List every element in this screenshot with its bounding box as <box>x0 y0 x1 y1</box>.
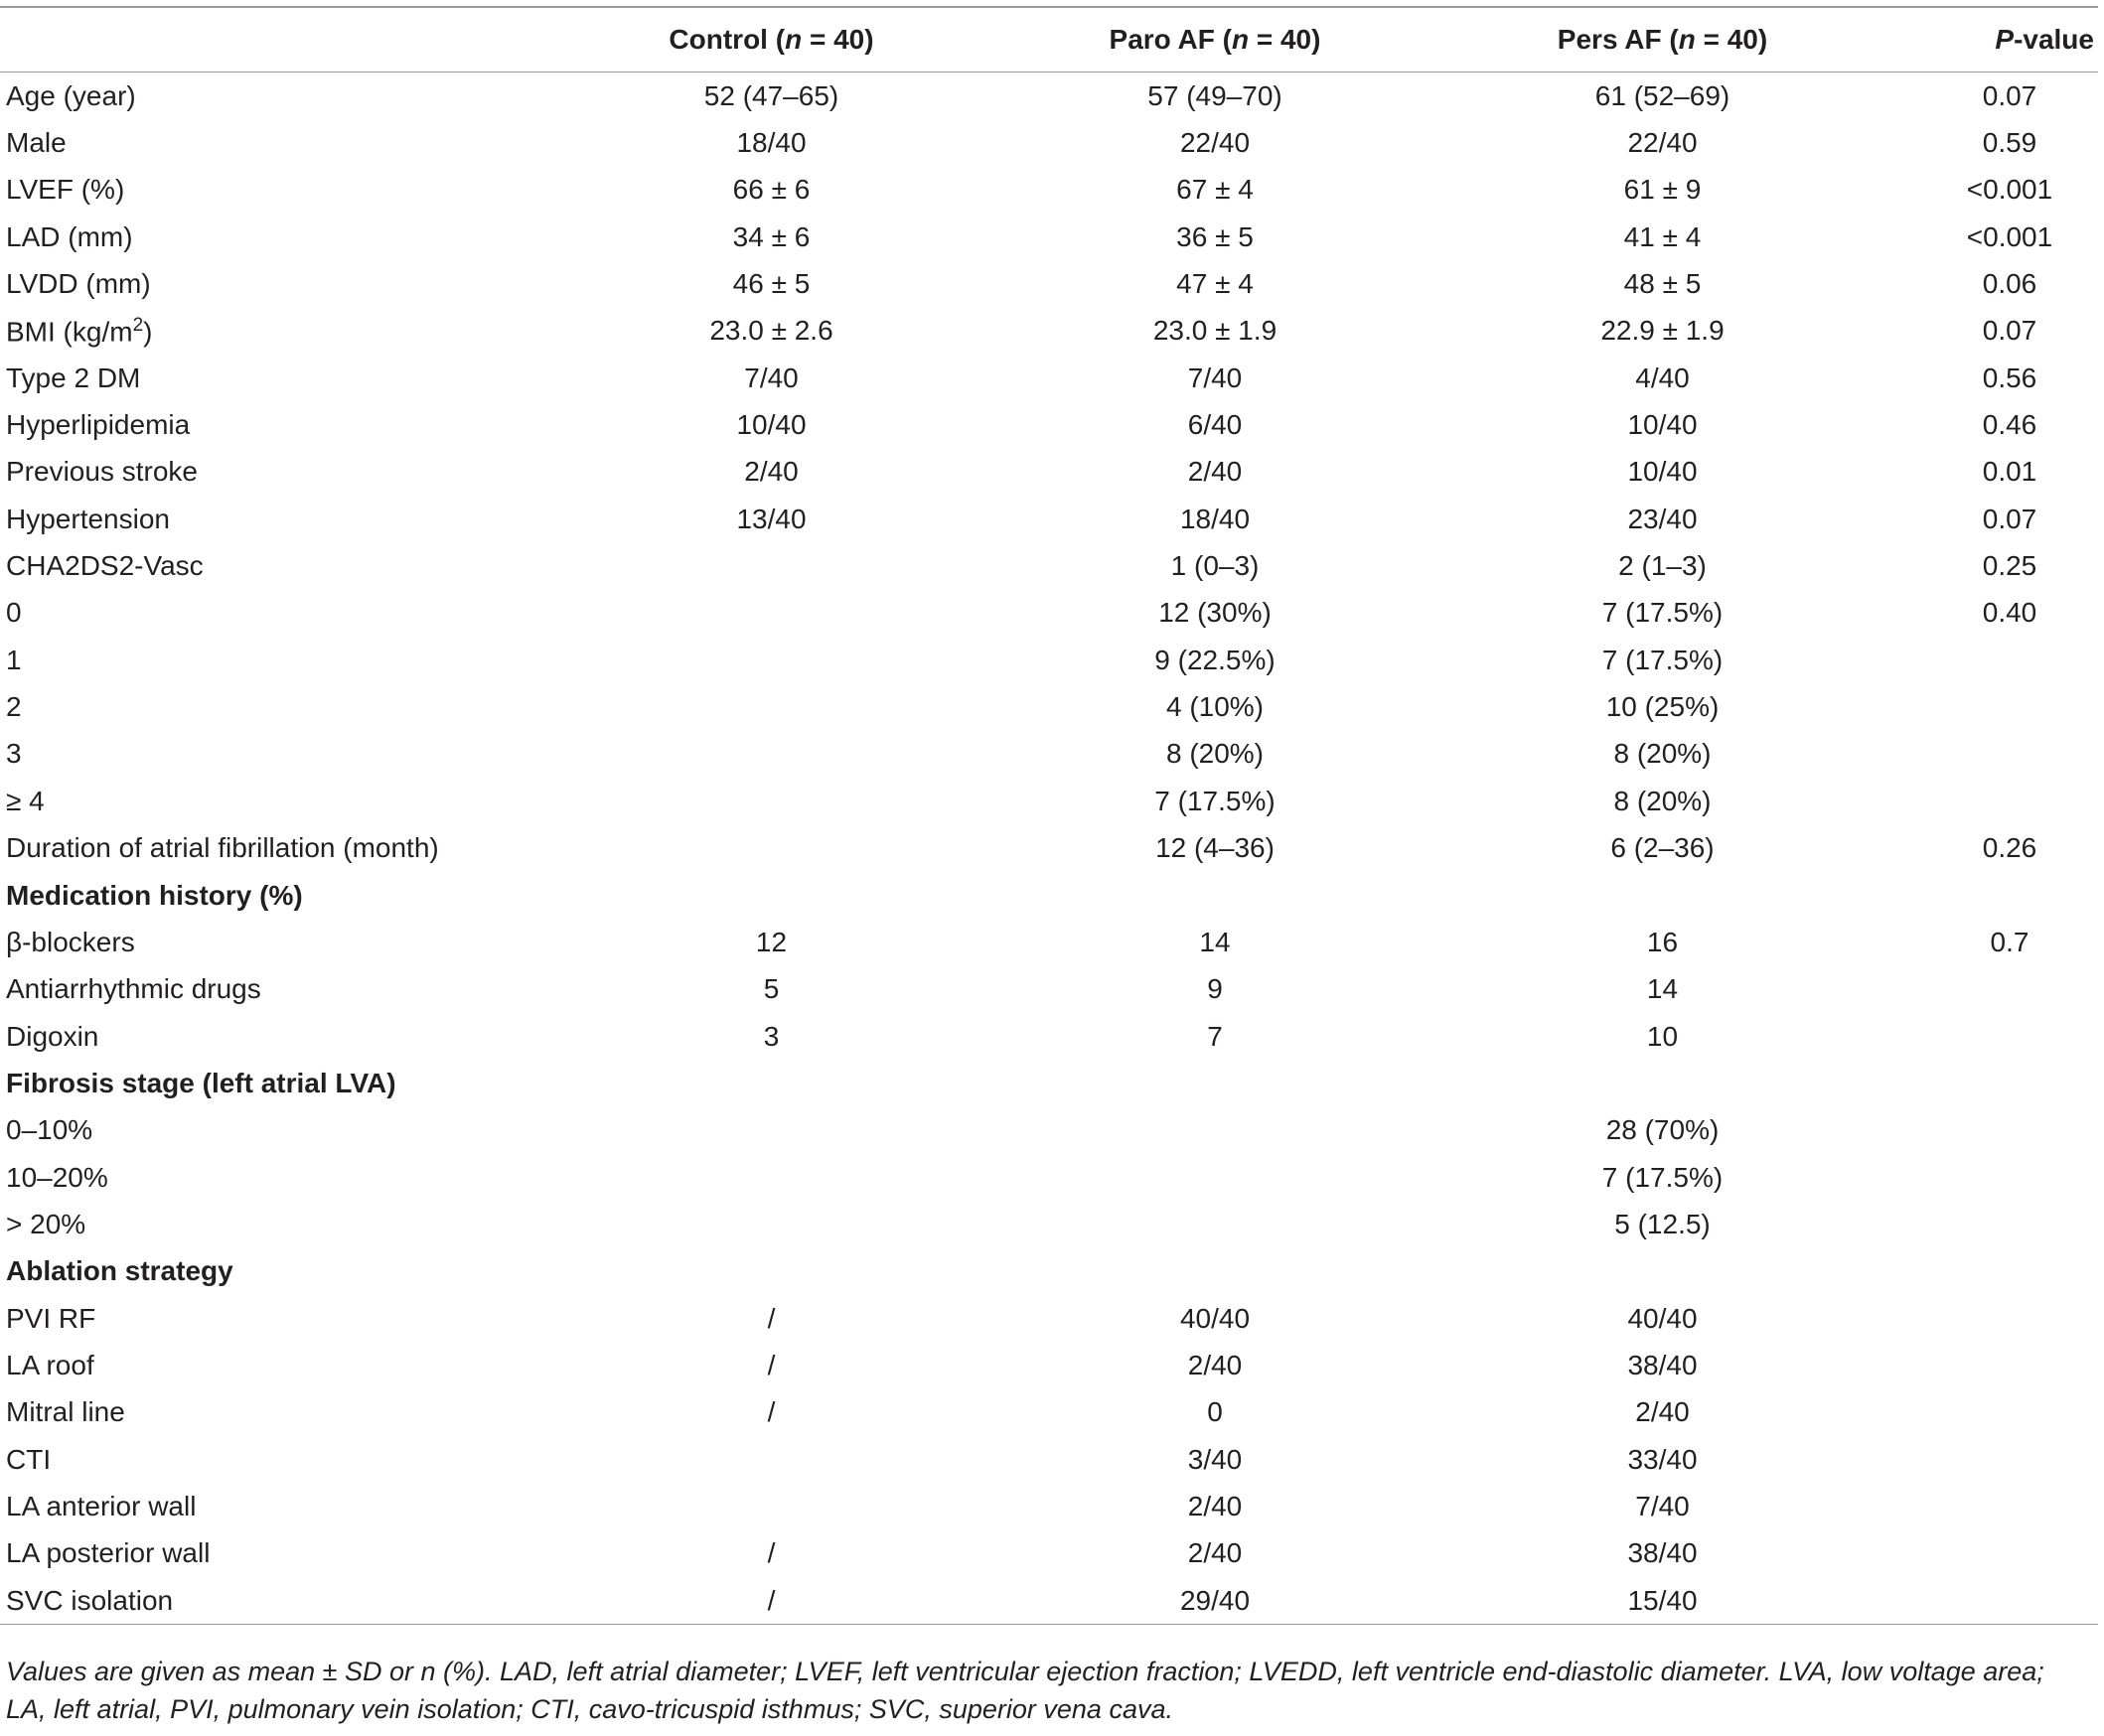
cell-pers-af: 8 (20%) <box>1613 738 1712 770</box>
cell-pers-af: 22.9 ± 1.9 <box>1600 315 1725 347</box>
cell-control <box>517 590 1026 637</box>
cell-paro-af: 9 (22.5%) <box>1154 644 1276 675</box>
table-row <box>0 119 2098 166</box>
header-label <box>0 7 517 72</box>
cell-pers-af: 6 (2–36) <box>1610 832 1715 864</box>
table-body <box>0 72 2098 1625</box>
cell-paro-af <box>1026 1201 1404 1247</box>
table-row <box>0 542 2098 589</box>
table-row <box>0 590 2098 637</box>
cell-control <box>517 637 1026 683</box>
cell-pers-af <box>1404 1060 1921 1106</box>
cell-p-value <box>1921 872 2098 919</box>
cell-pers-af: 4/40 <box>1635 362 1690 393</box>
cell-pers-af: 16 <box>1646 926 1679 957</box>
row-label: 10–20% <box>6 1161 108 1193</box>
cell-paro-af: 14 <box>1199 926 1231 957</box>
cell-paro-af: 8 (20%) <box>1165 738 1265 770</box>
row-label: SVC isolation <box>6 1584 174 1616</box>
baseline-characteristics-table-container <box>0 6 2104 1625</box>
cell-control: 12 <box>755 926 788 957</box>
table-row <box>0 167 2098 214</box>
row-label: Mitral line <box>6 1396 125 1428</box>
row-label: LVDD (mm) <box>6 268 151 300</box>
table-row <box>0 872 2098 919</box>
cell-p-value: 0.07 <box>1982 503 2037 534</box>
cell-p-value <box>1921 637 2098 683</box>
cell-paro-af: 29/40 <box>1179 1584 1251 1616</box>
cell-pers-af: 15/40 <box>1627 1584 1698 1616</box>
cell-control <box>517 825 1026 872</box>
cell-paro-af: 4 (10%) <box>1165 691 1265 723</box>
cell-paro-af: 1 (0–3) <box>1170 550 1260 582</box>
cell-paro-af: 22/40 <box>1179 127 1251 159</box>
cell-paro-af <box>1026 1154 1404 1201</box>
cell-control: 46 ± 5 <box>732 268 811 300</box>
table-row <box>0 1436 2098 1483</box>
cell-paro-af: 36 ± 5 <box>1176 220 1254 252</box>
row-label: Age (year) <box>6 79 136 111</box>
cell-pers-af <box>1404 872 1921 919</box>
cell-p-value <box>1921 1060 2098 1106</box>
cell-control: 5 <box>763 973 780 1005</box>
row-label: 0 <box>6 597 22 629</box>
cell-p-value <box>1921 1389 2098 1436</box>
cell-paro-af: 9 <box>1207 973 1223 1005</box>
cell-pers-af: 14 <box>1646 973 1679 1005</box>
cell-control: 7/40 <box>744 362 799 393</box>
cell-control: 52 (47–65) <box>703 79 839 111</box>
cell-pers-af: 48 ± 5 <box>1623 268 1702 300</box>
cell-paro-af: 0 <box>1207 1396 1223 1428</box>
table-row <box>0 1389 2098 1436</box>
row-label: CTI <box>6 1443 52 1475</box>
table-row <box>0 637 2098 683</box>
cell-control: / <box>767 1302 776 1334</box>
row-label: BMI $(kg/m^2)$ <box>6 314 153 348</box>
cell-p-value <box>1921 1013 2098 1060</box>
row-label: Fibrosis stage (left atrial LVA) <box>6 1067 396 1098</box>
cell-control: / <box>767 1584 776 1616</box>
cell-control: / <box>767 1396 776 1428</box>
cell-paro-af: 23.0 ± 1.9 <box>1152 315 1277 347</box>
row-label: 3 <box>6 738 22 770</box>
row-label: Male <box>6 127 67 159</box>
row-label: Hypertension <box>6 503 170 534</box>
cell-paro-af: 7 (17.5%) <box>1154 785 1276 816</box>
row-label: Antiarrhythmic drugs <box>6 973 261 1005</box>
cell-paro-af: 12 (4–36) <box>1155 832 1275 864</box>
cell-paro-af <box>1026 1248 1404 1295</box>
table-row <box>0 1530 2098 1577</box>
cell-pers-af: 7/40 <box>1635 1490 1690 1521</box>
cell-pers-af: 61 ± 9 <box>1623 174 1702 206</box>
table-row <box>0 1248 2098 1295</box>
row-label: PVI RF <box>6 1302 96 1334</box>
cell-control: 66 ± 6 <box>732 174 811 206</box>
cell-pers-af: 7 (17.5%) <box>1601 644 1724 675</box>
cell-p-value: 0.46 <box>1982 409 2037 441</box>
cell-p-value <box>1921 1201 2098 1247</box>
cell-control: 3 <box>763 1020 780 1052</box>
cell-paro-af: 12 (30%) <box>1158 597 1272 629</box>
table-header-row <box>0 7 2098 72</box>
cell-paro-af: 2/40 <box>1187 456 1243 488</box>
table-row <box>0 355 2098 401</box>
header-paro-af: Paro AF (n = 40) <box>1109 24 1321 55</box>
row-label: LA anterior wall <box>6 1490 197 1521</box>
cell-p-value: <0.001 <box>1966 220 2053 252</box>
cell-p-value <box>1921 683 2098 730</box>
cell-p-value <box>1921 1295 2098 1342</box>
cell-control <box>517 683 1026 730</box>
cell-p-value <box>1921 778 2098 824</box>
table-footnote <box>6 1653 2092 1728</box>
footnote-line-1: Values are given as mean ± SD or n (%). LAD, left atrial diameter; LVEF, left ventricular ejection fraction; LVEDD, left ventricle end-diastolic diameter. LVA, low voltage area; <box>6 1657 2044 1686</box>
table-row <box>0 1201 2098 1247</box>
row-label: Duration of atrial fibrillation (month) <box>6 832 439 864</box>
table-row <box>0 1342 2098 1388</box>
cell-paro-af <box>1026 872 1404 919</box>
cell-paro-af: 18/40 <box>1179 503 1251 534</box>
row-label: 2 <box>6 691 22 723</box>
cell-p-value: 0.06 <box>1982 268 2037 300</box>
cell-pers-af: 38/40 <box>1627 1537 1698 1569</box>
cell-pers-af: 41 ± 4 <box>1623 220 1702 252</box>
table-row <box>0 449 2098 496</box>
table-row <box>0 1295 2098 1342</box>
table-row <box>0 683 2098 730</box>
cell-pers-af: 61 (52–69) <box>1594 79 1730 111</box>
cell-control: 18/40 <box>736 127 807 159</box>
cell-p-value: 0.07 <box>1982 79 2037 111</box>
cell-paro-af <box>1026 1107 1404 1154</box>
cell-p-value: 0.56 <box>1982 362 2037 393</box>
cell-control: / <box>767 1349 776 1380</box>
cell-pers-af: 33/40 <box>1627 1443 1698 1475</box>
cell-p-value: 0.59 <box>1982 127 2037 159</box>
row-label: Digoxin <box>6 1020 99 1052</box>
row-label: LA posterior wall <box>6 1537 211 1569</box>
cell-p-value: 0.7 <box>1990 926 2029 957</box>
table-row <box>0 214 2098 260</box>
cell-pers-af <box>1404 1248 1921 1295</box>
cell-control <box>517 778 1026 824</box>
cell-control: / <box>767 1537 776 1569</box>
cell-p-value <box>1921 1436 2098 1483</box>
cell-control <box>517 542 1026 589</box>
table-row <box>0 1483 2098 1529</box>
cell-paro-af: 6/40 <box>1187 409 1243 441</box>
row-label: > 20% <box>6 1208 86 1239</box>
cell-pers-af: 2/40 <box>1635 1396 1690 1428</box>
table-row <box>0 496 2098 542</box>
cell-p-value <box>1921 1107 2098 1154</box>
cell-control <box>517 1154 1026 1201</box>
cell-control <box>517 1107 1026 1154</box>
cell-pers-af: 10/40 <box>1627 409 1698 441</box>
row-label: LA roof <box>6 1349 94 1380</box>
cell-control <box>517 731 1026 778</box>
table-row <box>0 1577 2098 1625</box>
footnote-line-2: LA, left atrial, PVI, pulmonary vein isolation; CTI, cavo-tricuspid isthmus; SVC, superior vena cava. <box>6 1694 1173 1724</box>
table-row <box>0 1060 2098 1106</box>
cell-paro-af: 7 <box>1207 1020 1223 1052</box>
cell-paro-af: 57 (49–70) <box>1147 79 1282 111</box>
cell-control: 23.0 ± 2.6 <box>709 315 833 347</box>
table-row <box>0 731 2098 778</box>
table-row <box>0 308 2098 355</box>
cell-p-value <box>1921 1577 2098 1625</box>
cell-p-value: 0.07 <box>1982 315 2037 347</box>
row-label: Previous stroke <box>6 456 198 488</box>
row-label: Ablation strategy <box>6 1255 233 1287</box>
cell-control <box>517 1483 1026 1529</box>
table-row <box>0 778 2098 824</box>
cell-paro-af: 7/40 <box>1187 362 1243 393</box>
cell-paro-af <box>1026 1060 1404 1106</box>
cell-p-value <box>1921 1530 2098 1577</box>
row-label: 0–10% <box>6 1114 93 1146</box>
cell-pers-af: 28 (70%) <box>1605 1114 1720 1146</box>
row-label: ≥ 4 <box>6 785 45 816</box>
cell-p-value <box>1921 1483 2098 1529</box>
cell-control <box>517 1201 1026 1247</box>
row-label: Type 2 DM <box>6 362 141 393</box>
cell-p-value <box>1921 1248 2098 1295</box>
cell-control <box>517 872 1026 919</box>
cell-control: 2/40 <box>744 456 799 488</box>
table-row <box>0 72 2098 120</box>
cell-paro-af: 3/40 <box>1187 1443 1243 1475</box>
row-label: 1 <box>6 644 22 675</box>
row-label: Hyperlipidemia <box>6 409 191 441</box>
cell-pers-af: 5 (12.5) <box>1614 1208 1711 1239</box>
table-row <box>0 1013 2098 1060</box>
cell-pers-af: 10 <box>1646 1020 1679 1052</box>
cell-pers-af: 7 (17.5%) <box>1601 1161 1724 1193</box>
row-label: LVEF (%) <box>6 174 125 206</box>
cell-p-value <box>1921 731 2098 778</box>
row-label: LAD (mm) <box>6 220 133 252</box>
cell-pers-af: 8 (20%) <box>1613 785 1712 816</box>
table-row <box>0 1154 2098 1201</box>
table-row <box>0 1107 2098 1154</box>
table-row <box>0 966 2098 1013</box>
cell-control: 13/40 <box>736 503 807 534</box>
cell-pers-af: 23/40 <box>1627 503 1698 534</box>
cell-paro-af: 47 ± 4 <box>1176 268 1254 300</box>
cell-pers-af: 22/40 <box>1627 127 1698 159</box>
cell-p-value <box>1921 966 2098 1013</box>
cell-control <box>517 1060 1026 1106</box>
table-row <box>0 260 2098 307</box>
cell-p-value: 0.01 <box>1982 456 2037 488</box>
cell-pers-af: 2 (1–3) <box>1618 550 1707 582</box>
cell-control <box>517 1248 1026 1295</box>
cell-paro-af: 2/40 <box>1187 1537 1243 1569</box>
cell-p-value: 0.26 <box>1982 832 2037 864</box>
cell-pers-af: 7 (17.5%) <box>1601 597 1724 629</box>
cell-pers-af: 10/40 <box>1627 456 1698 488</box>
row-label: CHA2DS2-Vasc <box>6 550 204 582</box>
cell-p-value: 0.40 <box>1982 597 2037 629</box>
cell-p-value: <0.001 <box>1966 174 2053 206</box>
header-control: Control (n = 40) <box>669 24 874 55</box>
header-pers-af: Pers AF (n = 40) <box>1557 24 1768 55</box>
cell-pers-af: 40/40 <box>1627 1302 1698 1334</box>
table-row <box>0 825 2098 872</box>
cell-paro-af: 67 ± 4 <box>1176 174 1254 206</box>
cell-control: 34 ± 6 <box>732 220 811 252</box>
baseline-characteristics-table <box>0 6 2098 1625</box>
table-row <box>0 919 2098 965</box>
cell-pers-af: 10 (25%) <box>1605 691 1720 723</box>
cell-p-value: 0.25 <box>1982 550 2037 582</box>
cell-paro-af: 2/40 <box>1187 1490 1243 1521</box>
table-row <box>0 401 2098 448</box>
cell-pers-af: 38/40 <box>1627 1349 1698 1380</box>
header-p-value: P-value <box>1995 24 2094 55</box>
cell-paro-af: 2/40 <box>1187 1349 1243 1380</box>
row-label: Medication history (%) <box>6 879 303 911</box>
cell-p-value <box>1921 1342 2098 1388</box>
cell-control: 10/40 <box>736 409 807 441</box>
row-label: β-blockers <box>6 926 135 957</box>
cell-paro-af: 40/40 <box>1179 1302 1251 1334</box>
cell-control <box>517 1436 1026 1483</box>
cell-p-value <box>1921 1154 2098 1201</box>
